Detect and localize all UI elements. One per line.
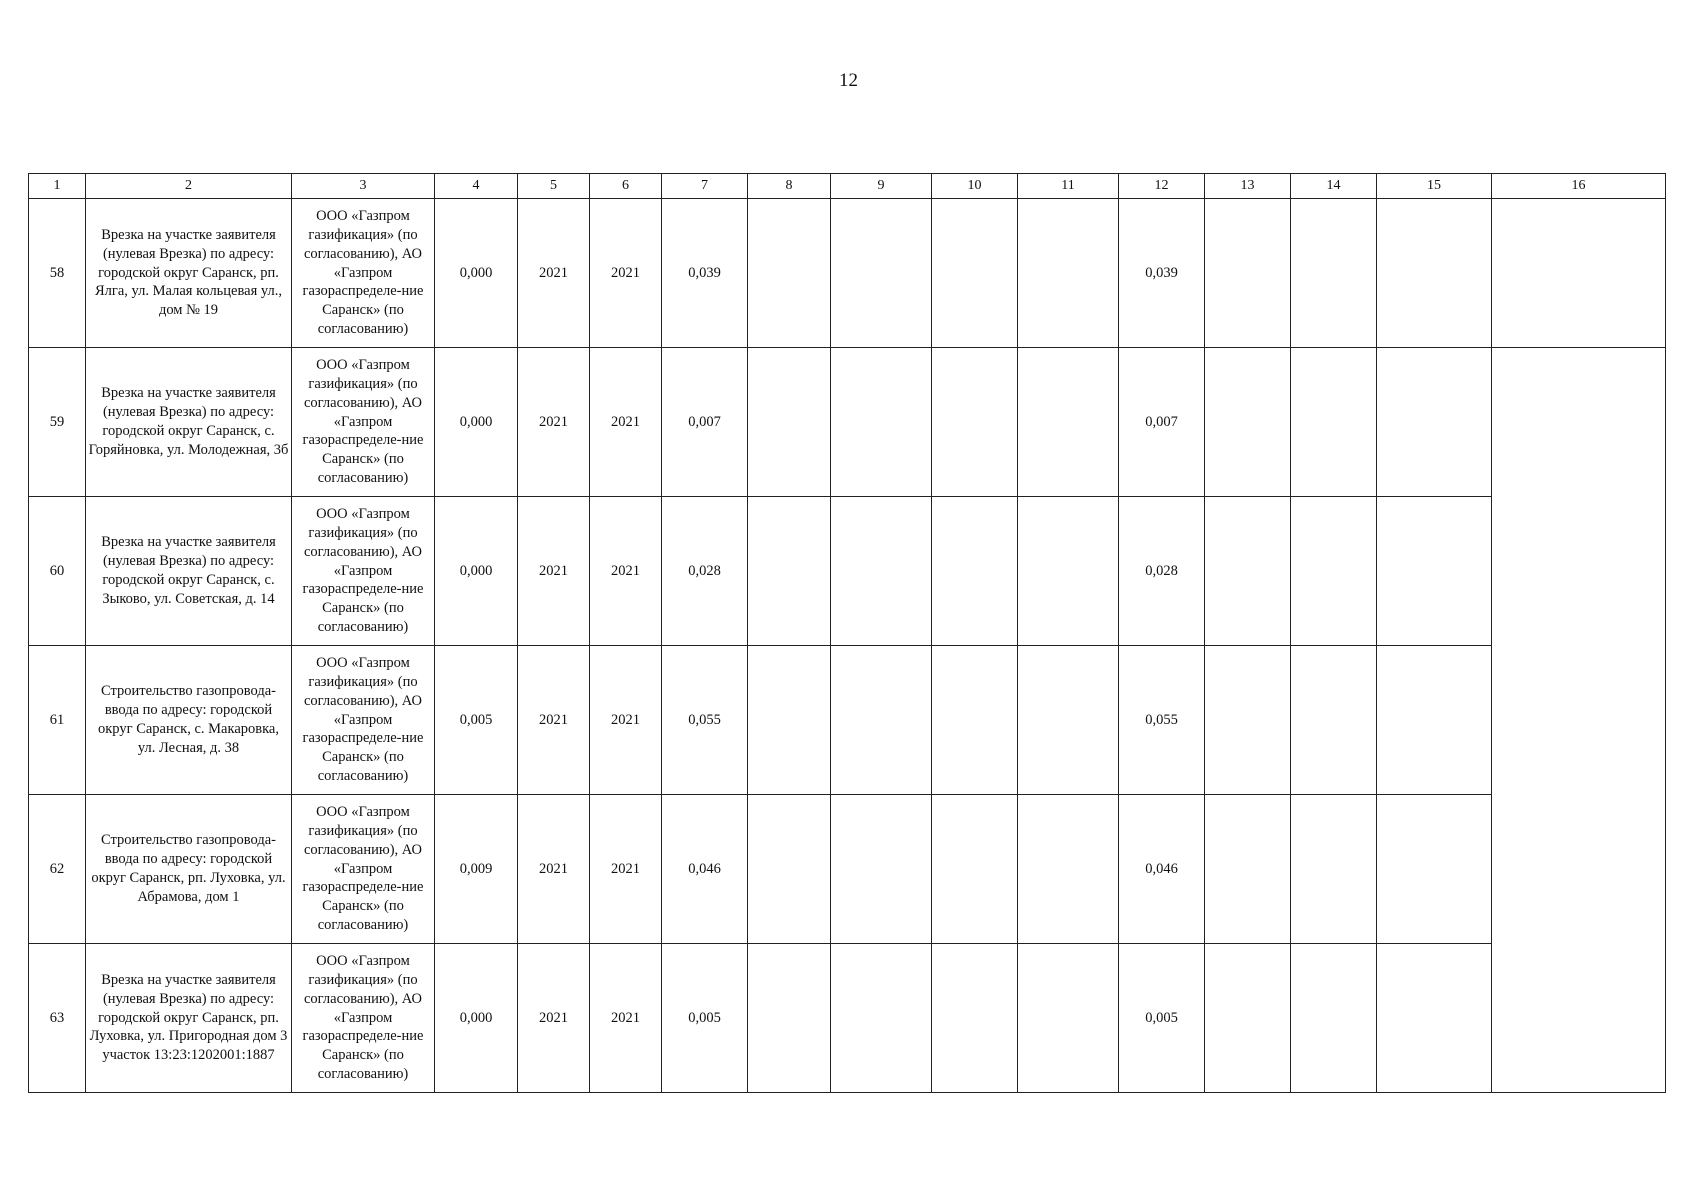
col4-value-cell: 0,000: [435, 348, 518, 497]
start-year-cell: 2021: [518, 944, 590, 1093]
col7-value-cell: 0,046: [662, 795, 748, 944]
column-number-cell: 1: [29, 174, 86, 199]
empty-cell: [748, 795, 831, 944]
column-number-cell: 7: [662, 174, 748, 199]
column-number-cell: 15: [1377, 174, 1492, 199]
start-year-cell: 2021: [518, 199, 590, 348]
empty-cell: [1377, 348, 1492, 497]
column-number-cell: 16: [1492, 174, 1666, 199]
table-row: [29, 348, 1666, 497]
col7-value-cell: 0,007: [662, 348, 748, 497]
table-row: [29, 497, 1666, 646]
col12-value-cell: 0,005: [1119, 944, 1205, 1093]
empty-cell: [932, 944, 1018, 1093]
column-number-cell: 11: [1018, 174, 1119, 199]
col12-value-cell: 0,028: [1119, 497, 1205, 646]
object-description-cell: Врезка на участке заявителя (нулевая Врезка) по адресу: городской округ Саранск, рп. Ялга, ул. Малая кольцевая ул., дом № 19: [86, 199, 292, 348]
col12-value-cell: 0,055: [1119, 646, 1205, 795]
column-number-cell: 6: [590, 174, 662, 199]
column-number-cell: 10: [932, 174, 1018, 199]
start-year-cell: 2021: [518, 348, 590, 497]
column-number-row: [29, 174, 1666, 199]
empty-cell: [1205, 944, 1291, 1093]
col4-value-cell: 0,009: [435, 795, 518, 944]
end-year-cell: 2021: [590, 348, 662, 497]
empty-cell: [932, 497, 1018, 646]
column-number-cell: 13: [1205, 174, 1291, 199]
executor-cell: ООО «Газпром газификация» (по согласованию), АО «Газпром газораспределе-ние Саранск» (по согласованию): [292, 646, 435, 795]
start-year-cell: 2021: [518, 795, 590, 944]
empty-cell: [1205, 497, 1291, 646]
register-table: [28, 173, 1666, 1093]
executor-cell: ООО «Газпром газификация» (по согласованию), АО «Газпром газораспределе-ние Саранск» (по согласованию): [292, 348, 435, 497]
column-number-cell: 4: [435, 174, 518, 199]
end-year-cell: 2021: [590, 199, 662, 348]
empty-cell: [1205, 795, 1291, 944]
col7-value-cell: 0,039: [662, 199, 748, 348]
executor-cell: ООО «Газпром газификация» (по согласованию), АО «Газпром газораспределе-ние Саранск» (по согласованию): [292, 199, 435, 348]
empty-cell: [1291, 497, 1377, 646]
empty-cell: [831, 944, 932, 1093]
col12-value-cell: 0,007: [1119, 348, 1205, 497]
empty-cell: [748, 646, 831, 795]
empty-cell: [1377, 944, 1492, 1093]
empty-cell: [1018, 199, 1119, 348]
empty-cell: [1291, 795, 1377, 944]
empty-cell: [748, 199, 831, 348]
empty-cell: [1205, 348, 1291, 497]
empty-cell: [1018, 795, 1119, 944]
row-number-cell: 58: [29, 199, 86, 348]
table-row: [29, 199, 1666, 348]
empty-cell: [932, 646, 1018, 795]
object-description-cell: Врезка на участке заявителя (нулевая Врезка) по адресу: городской округ Саранск, с. Горяйновка, ул. Молодежная, 3б: [86, 348, 292, 497]
empty-cell: [748, 348, 831, 497]
table-row: [29, 795, 1666, 944]
col4-value-cell: 0,000: [435, 944, 518, 1093]
empty-cell: [748, 944, 831, 1093]
executor-cell: ООО «Газпром газификация» (по согласованию), АО «Газпром газораспределе-ние Саранск» (по согласованию): [292, 497, 435, 646]
col7-value-cell: 0,055: [662, 646, 748, 795]
end-year-cell: 2021: [590, 497, 662, 646]
empty-cell: [1291, 348, 1377, 497]
empty-cell: [831, 348, 932, 497]
executor-cell: ООО «Газпром газификация» (по согласованию), АО «Газпром газораспределе-ние Саранск» (по согласованию): [292, 795, 435, 944]
col7-value-cell: 0,005: [662, 944, 748, 1093]
col4-value-cell: 0,005: [435, 646, 518, 795]
empty-cell: [1291, 944, 1377, 1093]
column-number-cell: 9: [831, 174, 932, 199]
empty-cell: [1377, 497, 1492, 646]
empty-cell: [831, 646, 932, 795]
object-description-cell: Строительство газопровода-ввода по адресу: городской округ Саранск, рп. Луховка, ул. Абрамова, дом 1: [86, 795, 292, 944]
empty-cell: [1018, 497, 1119, 646]
table-row: [29, 646, 1666, 795]
object-description-cell: Строительство газопровода-ввода по адресу: городской округ Саранск, с. Макаровка, ул. Лесная, д. 38: [86, 646, 292, 795]
empty-cell: [932, 199, 1018, 348]
empty-cell: [1018, 646, 1119, 795]
empty-cell: [1377, 199, 1492, 348]
column-number-cell: 8: [748, 174, 831, 199]
end-year-cell: 2021: [590, 646, 662, 795]
end-year-cell: 2021: [590, 795, 662, 944]
row-number-cell: 59: [29, 348, 86, 497]
empty-cell: [1205, 199, 1291, 348]
empty-cell: [1377, 646, 1492, 795]
end-year-cell: 2021: [590, 944, 662, 1093]
empty-cell: [1018, 944, 1119, 1093]
empty-cell: [831, 497, 932, 646]
object-description-cell: Врезка на участке заявителя (нулевая Врезка) по адресу: городской округ Саранск, с. Зыково, ул. Советская, д. 14: [86, 497, 292, 646]
empty-cell: [1291, 646, 1377, 795]
row-number-cell: 63: [29, 944, 86, 1093]
empty-cell: [831, 795, 932, 944]
empty-cell: [1205, 646, 1291, 795]
start-year-cell: 2021: [518, 646, 590, 795]
col4-value-cell: 0,000: [435, 497, 518, 646]
start-year-cell: 2021: [518, 497, 590, 646]
empty-cell: [932, 795, 1018, 944]
col12-value-cell: 0,046: [1119, 795, 1205, 944]
col7-value-cell: 0,028: [662, 497, 748, 646]
empty-cell: [1377, 795, 1492, 944]
object-description-cell: Врезка на участке заявителя (нулевая Врезка) по адресу: городской округ Саранск, рп. Луховка, ул. Пригородная дом 3 участок 13:23:1202001:1887: [86, 944, 292, 1093]
column-number-cell: 2: [86, 174, 292, 199]
executor-cell: ООО «Газпром газификация» (по согласованию), АО «Газпром газораспределе-ние Саранск» (по согласованию): [292, 944, 435, 1093]
row-number-cell: 60: [29, 497, 86, 646]
column-number-cell: 12: [1119, 174, 1205, 199]
row-number-cell: 61: [29, 646, 86, 795]
empty-cell: [831, 199, 932, 348]
empty-cell: [1291, 199, 1377, 348]
empty-cell: [932, 348, 1018, 497]
col12-value-cell: 0,039: [1119, 199, 1205, 348]
empty-cell: [1018, 348, 1119, 497]
merged-col16-cell: [1492, 348, 1666, 1093]
page-number: 12: [839, 70, 858, 91]
col4-value-cell: 0,000: [435, 199, 518, 348]
table-row: [29, 944, 1666, 1093]
column-number-cell: 5: [518, 174, 590, 199]
column-number-cell: 3: [292, 174, 435, 199]
empty-cell: [748, 497, 831, 646]
empty-cell: [1492, 199, 1666, 348]
row-number-cell: 62: [29, 795, 86, 944]
column-number-cell: 14: [1291, 174, 1377, 199]
